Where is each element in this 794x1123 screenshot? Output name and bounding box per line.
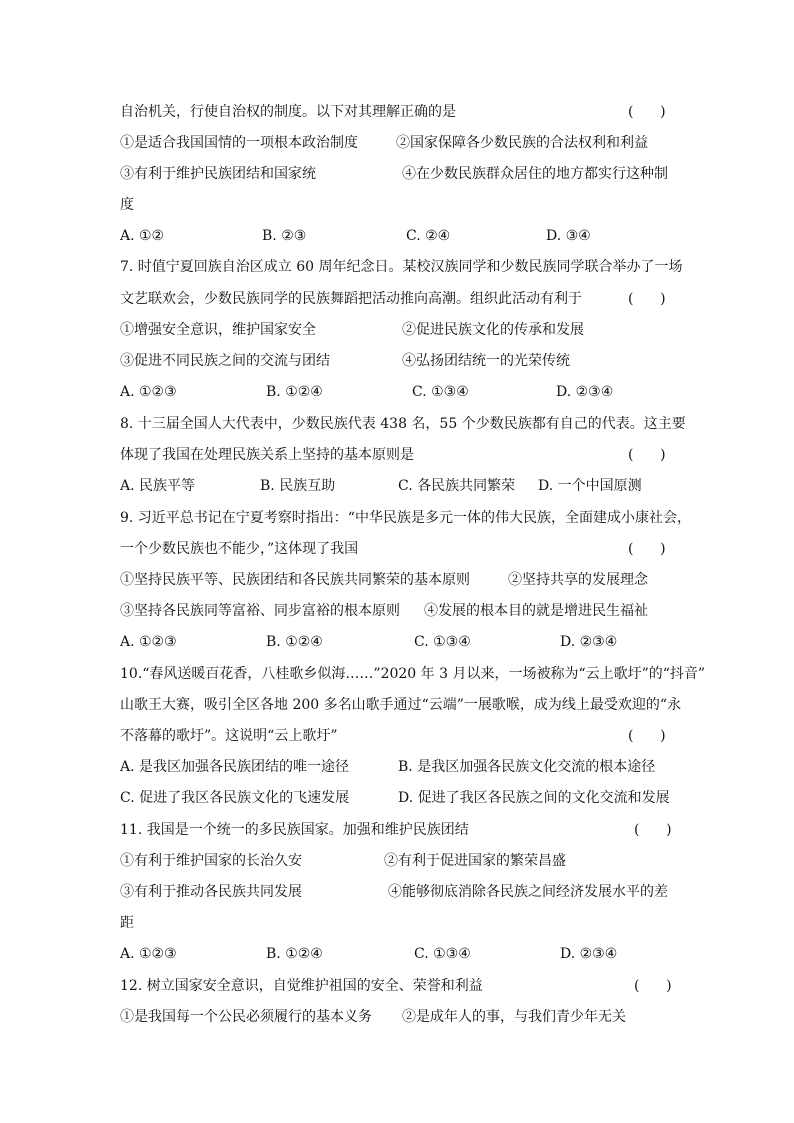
q9-answer-bracket: ( ) (628, 541, 666, 557)
q10-stem-line-3: 不落幕的歌圩”。这说明“云上歌圩” (120, 728, 338, 744)
q9-choice-b: B. ①②④ (266, 634, 323, 650)
q7-choice-c: C. ①③④ (412, 384, 469, 400)
q6-item-4: ④在少数民族群众居住的地方都实行这种制 (402, 166, 668, 182)
q9-item-2: ②坚持共享的发展理念 (508, 572, 648, 588)
q6-choice-d: D. ③④ (546, 228, 591, 244)
q6-choice-c: C. ②④ (406, 228, 451, 244)
q11-stem: 11. 我国是一个统一的多民族国家。加强和维护民族团结 (120, 822, 469, 838)
q10-stem-line-1: 10.“春风送暖百花香，八桂歌乡似海……”2020 年 3 月以来，一场被称为“云上歌圩”的“抖音” (120, 666, 706, 682)
q7-item-1: ①增强安全意识，维护国家安全 (120, 322, 316, 338)
q9-stem-line-1: 9. 习近平总书记在宁夏考察时指出：“中华民族是多元一体的伟大民族，全面建成小康社会， (120, 510, 691, 526)
q11-item-4: ④能够彻底消除各民族之间经济发展水平的差 (388, 884, 668, 900)
q6-answer-bracket: ( ) (628, 104, 666, 120)
q7-choice-a: A. ①②③ (120, 384, 177, 400)
q10-answer-bracket: ( ) (628, 728, 666, 744)
q6-choice-a: A. ①② (120, 228, 165, 244)
q8-choice-d: D. 一个中国原测 (538, 478, 642, 494)
q7-choice-b: B. ①②④ (266, 384, 323, 400)
q11-item-3: ③有利于推动各民族共同发展 (120, 884, 302, 900)
q11-choice-b: B. ①②④ (266, 946, 323, 962)
q7-stem-line-1: 7. 时值宁夏回族自治区成立 60 周年纪念日。某校汉族同学和少数民族同学联合举办了一场 (120, 259, 683, 275)
q7-choice-d: D. ②③④ (556, 384, 614, 400)
q12-stem: 12. 树立国家安全意识，自觉维护祖国的安全、荣誉和利益 (120, 978, 483, 994)
q12-item-2: ②是成年人的事，与我们青少年无关 (402, 1009, 626, 1025)
q6-choice-b: B. ②③ (262, 228, 307, 244)
q9-item-1: ①坚持民族平等、民族团结和各民族共同繁荣的基本原则 (120, 572, 470, 588)
q8-answer-bracket: ( ) (628, 447, 666, 463)
q7-item-3: ③促进不同民族之间的交流与团结 (120, 353, 330, 369)
q7-item-2: ②促进民族文化的传承和发展 (402, 322, 584, 338)
q11-item-1: ①有利于维护国家的长治久安 (120, 853, 302, 869)
q8-stem-line-1: 8. 十三届全国人大代表中，少数民族代表 438 名，55 个少数民族都有自己的代表。这主要 (120, 416, 686, 432)
q9-choice-c: C. ①③④ (414, 634, 471, 650)
q11-answer-bracket: ( ) (634, 822, 672, 838)
q9-choice-d: D. ②③④ (560, 634, 618, 650)
q8-choice-b: B. 民族互助 (260, 478, 336, 494)
q11-choice-c: C. ①③④ (414, 946, 471, 962)
q8-stem-line-2: 体现了我国在处理民族关系上坚持的基本原则是 (120, 447, 414, 463)
q10-choice-d: D. 促进了我区各民族之间的文化交流和发展 (398, 790, 670, 806)
q12-item-1: ①是我国每一个公民必须履行的基本义务 (120, 1009, 372, 1025)
q9-item-4: ④发展的根本目的就是增进民生福祉 (424, 603, 648, 619)
q9-item-3: ③坚持各民族同等富裕、同步富裕的根本原则 (120, 603, 400, 619)
q6-stem-tail: 自治机关，行使自治权的制度。以下对其理解正确的是 (120, 104, 456, 120)
q6-item-4-wrap: 度 (120, 197, 134, 213)
q7-item-4: ④弘扬团结统一的光荣传统 (402, 353, 570, 369)
q9-stem-line-2: 一个少数民族也不能少，”这体现了我国 (120, 541, 359, 557)
q12-answer-bracket: ( ) (634, 978, 672, 994)
q7-answer-bracket: ( ) (628, 291, 666, 307)
q10-choice-b: B. 是我区加强各民族文化交流的根本途径 (398, 759, 656, 775)
q11-item-4-wrap: 距 (120, 915, 134, 931)
q6-item-3: ③有利于维护民族团结和国家统 (120, 166, 316, 182)
q8-choice-c: C. 各民族共同繁荣 (398, 478, 516, 494)
q11-choice-d: D. ②③④ (560, 946, 618, 962)
q10-choice-a: A. 是我区加强各民族团结的唯一途径 (120, 759, 350, 775)
q10-stem-line-2: 山歌王大赛，吸引全区各地 200 多名山歌手通过“云端”一展歌喉，成为线上最受欢迎的“永 (120, 697, 682, 713)
q7-stem-line-2: 文艺联欢会，少数民族同学的民族舞蹈把活动推向高潮。组织此活动有利于 (120, 291, 582, 307)
q8-choice-a: A. 民族平等 (120, 478, 196, 494)
q11-item-2: ②有利于促进国家的繁荣昌盛 (384, 853, 566, 869)
q10-choice-c: C. 促进了我区各民族文化的飞速发展 (120, 790, 350, 806)
q6-item-1: ①是适合我国国情的一项根本政治制度 (120, 135, 358, 151)
q11-choice-a: A. ①②③ (120, 946, 177, 962)
q9-choice-a: A. ①②③ (120, 634, 177, 650)
q6-item-2: ②国家保障各少数民族的合法权利和利益 (396, 135, 648, 151)
